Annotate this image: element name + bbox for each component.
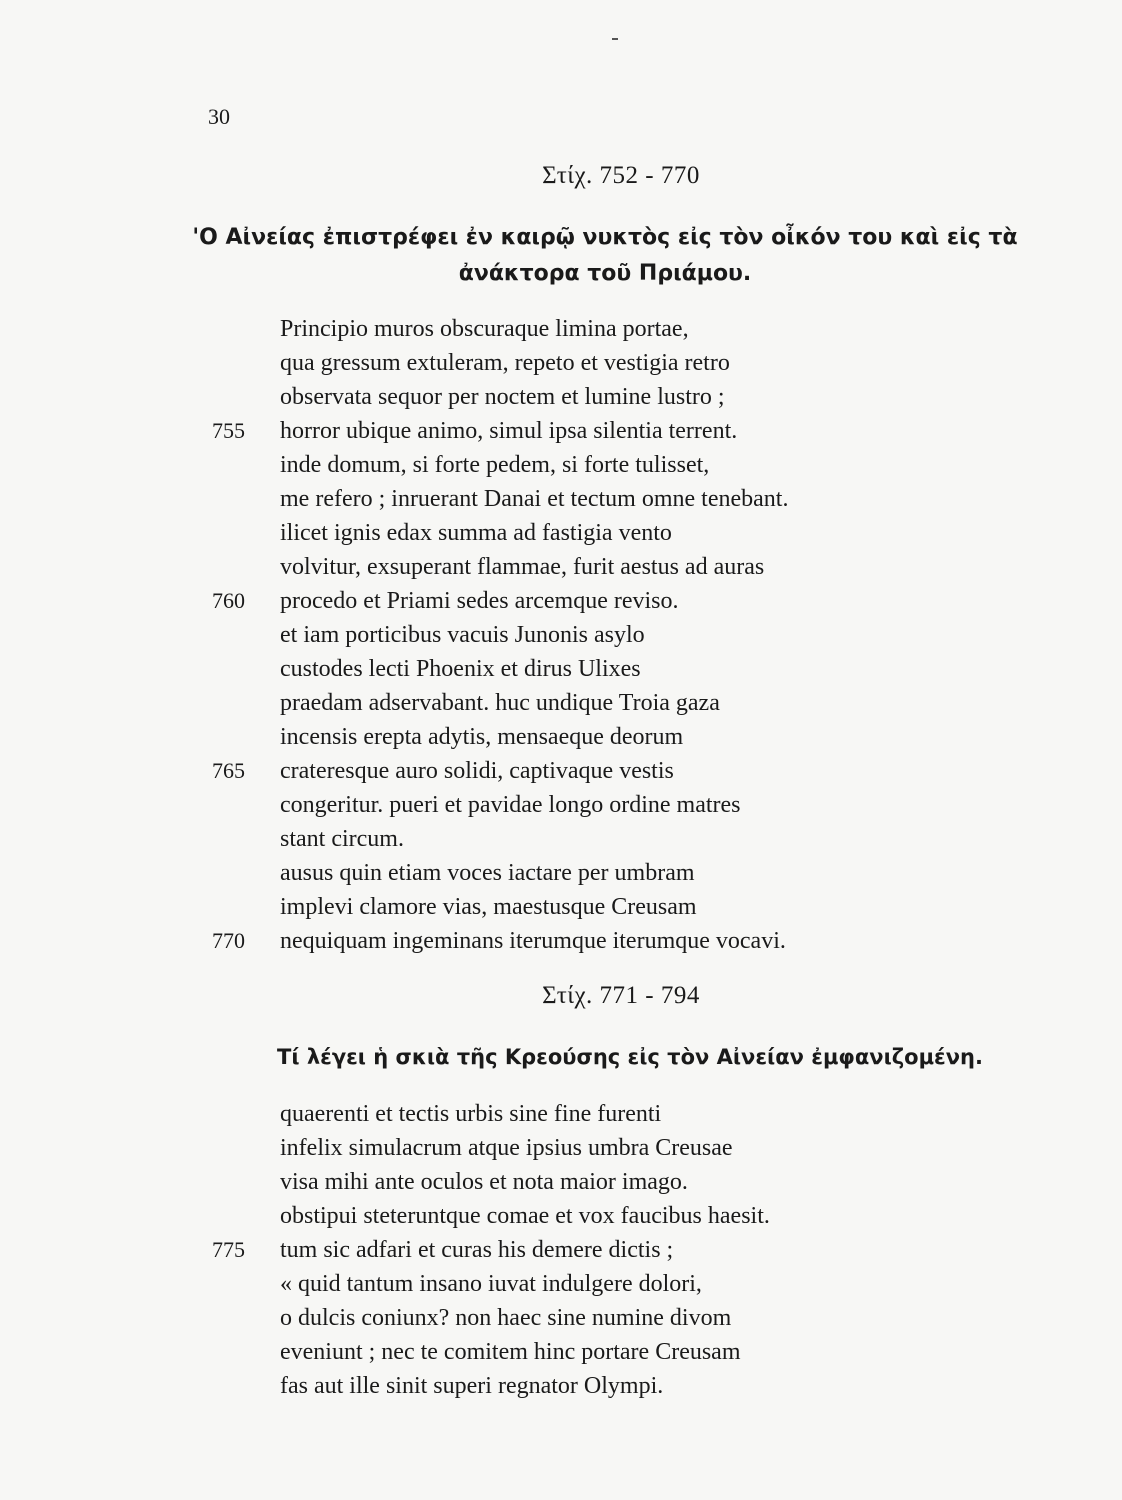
verse-text: procedo et Priami sedes arcemque reviso. [280, 588, 679, 614]
verse-text: stant circum. [280, 826, 404, 852]
verse-text: ausus quin etiam voces iactare per umbram [280, 860, 695, 886]
verse-text: visa mihi ante oculos et nota maior imago. [280, 1169, 688, 1195]
verse-text: custodes lecti Phoenix et dirus Ulixes [280, 656, 641, 682]
verse-text: fas aut ille sinit superi regnator Olympi. [280, 1373, 664, 1399]
page-number: 30 [208, 104, 230, 129]
line-number: 765 [212, 758, 245, 783]
verse-text: infelix simulacrum atque ipsius umbra Creusae [280, 1135, 733, 1161]
verse-text: praedam adservabant. huc undique Troia gaza [280, 690, 720, 716]
verse-text: quaerenti et tectis urbis sine fine furenti [280, 1101, 662, 1127]
verse-text: volvitur, exsuperant flammae, furit aestus ad auras [280, 554, 765, 580]
verse-text: et iam porticibus vacuis Junonis asylo [280, 622, 645, 648]
verse-text: inde domum, si forte pedem, si forte tulisset, [280, 452, 710, 478]
verse-text: o dulcis coniunx? non haec sine numine divom [280, 1305, 732, 1331]
line-number: 775 [212, 1237, 245, 1262]
verse-text: me refero ; inruerant Danai et tectum omne tenebant. [280, 486, 789, 512]
line-number: 770 [212, 928, 245, 953]
section-heading: 'Ο Αἰνείας ἐπιστρέφει ἐν καιρῷ νυκτὸς εἰς τὸν οἶκόν του καὶ εἰς τὰ ἀνάκτορα τοῦ Πριάμου. [192, 225, 1018, 286]
verse-text: incensis erepta adytis, mensaeque deorum [280, 724, 684, 750]
line-number: 755 [212, 418, 245, 443]
verse-text: observata sequor per noctem et lumine lustro ; [280, 384, 725, 410]
verse-text: obstipui steteruntque comae et vox faucibus haesit. [280, 1203, 770, 1229]
verse-text: implevi clamore vias, maestusque Creusam [280, 894, 697, 920]
verse-text: ilicet ignis edax summa ad fastigia vento [280, 520, 672, 546]
section-heading: Τί λέγει ἡ σκιὰ τῆς Κρεούσης εἰς τὸν Αἰνείαν ἐμφανιζομένη. [277, 1045, 983, 1069]
verse-text: « quid tantum insano iuvat indulgere dolori, [280, 1271, 702, 1297]
verse-text: congeritur. pueri et pavidae longo ordine matres [280, 792, 741, 818]
verse-text: horror ubique animo, simul ipsa silentia terrent. [280, 418, 738, 444]
verse-text: qua gressum extuleram, repeto et vestigia retro [280, 350, 730, 376]
verse-text: eveniunt ; nec te comitem hinc portare Creusam [280, 1339, 741, 1365]
verse-text: Principio muros obscuraque limina portae, [280, 316, 689, 342]
section-reference: Στίχ. 771 - 794 [542, 982, 700, 1009]
verse-text: crateresque auro solidi, captivaque vestis [280, 758, 674, 784]
verse-text: nequiquam ingeminans iterumque iterumque vocavi. [280, 928, 786, 954]
verse-text: tum sic adfari et curas his demere dictis ; [280, 1237, 674, 1263]
line-number: 760 [212, 588, 245, 613]
print-mark [612, 38, 618, 40]
section-reference: Στίχ. 752 - 770 [542, 162, 700, 189]
